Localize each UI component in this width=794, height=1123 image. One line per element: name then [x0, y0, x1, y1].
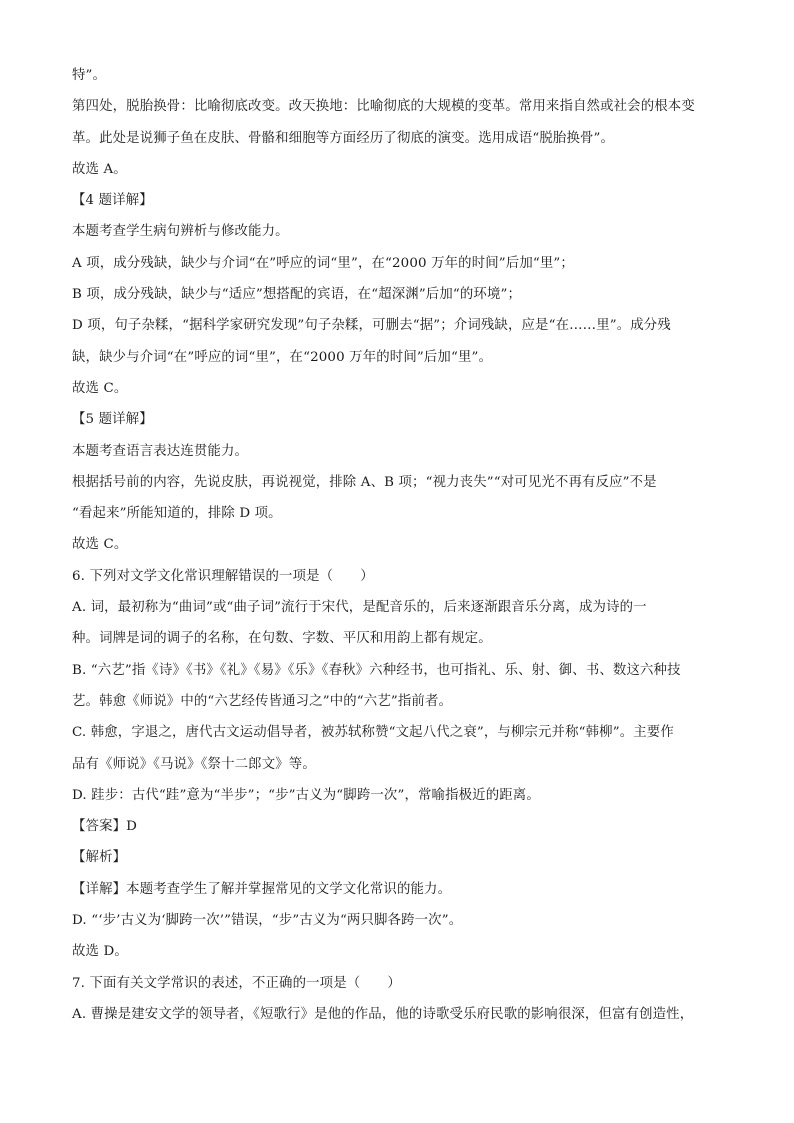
question-stem: 6. 下列对文学文化常识理解错误的一项是（ ）	[72, 568, 374, 584]
text-line: 特”。	[72, 68, 107, 83]
text-line: A 项，成分残缺，缺少与介词“在”呼应的词“里”，在“2000 万年的时间”后加“里”；	[72, 255, 574, 271]
text-line: D. “‘步’古义为‘脚跨一次’”错误，“步”古义为“两只脚各跨一次”。	[72, 913, 463, 929]
option-text: D. 跬步：古代“跬”意为“半步”；“步”古义为“脚跨一次”，常喻指极近的距离。	[72, 787, 540, 803]
option-text: B. “六艺”指《诗》《书》《礼》《易》《乐》《春秋》六种经书，也可指礼、乐、射、御、书、数这六种技	[72, 662, 681, 678]
text-line: “看起来”所能知道的，排除 D 项。	[72, 506, 282, 522]
text-line: 本题考查学生病句辨析与修改能力。	[72, 224, 289, 240]
text-line: 故选 D。	[72, 944, 128, 960]
question-stem: 7. 下面有关文学常识的表述，不正确的一项是（ ）	[72, 975, 401, 991]
text-line: D 项，句子杂糅，“据科学家研究发现”句子杂糅，可删去“据”；介词残缺，应是“在……里”。成分残	[72, 318, 671, 334]
text-line: 【详解】本题考查学生了解并掌握常见的文学文化常识的能力。	[72, 881, 452, 897]
option-text: 艺。韩愈《师说》中的“六艺经传皆通习之”中的“六艺”指前者。	[72, 693, 453, 709]
section-heading: 【4 题详解】	[72, 193, 153, 209]
text-line: 本题考查语言表达连贯能力。	[72, 443, 249, 459]
option-text: C. 韩愈，字退之，唐代古文运动倡导者，被苏轼称赞“文起八代之衰”，与柳宗元并称“韩柳”。主要作	[72, 725, 674, 741]
option-text: A. 曹操是建安文学的领导者，《短歌行》是他的作品，他的诗歌受乐府民歌的影响很深，但富有创造性，	[72, 1006, 694, 1022]
text-line: 故选 C。	[72, 380, 128, 396]
option-text: 种。词牌是词的调子的名称，在句数、字数、平仄和用韵上都有规定。	[72, 631, 492, 647]
text-line: 故选 A。	[72, 161, 127, 177]
answer-label: 【答案】D	[72, 819, 138, 835]
option-text: A. 词，最初称为“曲词”或“曲子词”流行于宋代，是配音乐的，后来逐渐跟音乐分离，成为诗的一	[72, 600, 647, 616]
document-page	[72, 60, 722, 1030]
text-line: 缺，缺少与介词“在”呼应的词“里”，在“2000 万年的时间”后加“里”。	[72, 349, 493, 365]
analysis-label: 【解析】	[72, 850, 127, 866]
text-line: 根据括号前的内容，先说皮肤，再说视觉，排除 A、B 项；“视力丧失”“对可见光不再有反应”不是	[72, 474, 657, 490]
text-line: 革。此处是说狮子鱼在皮肤、骨骼和细胞等方面经历了彻底的演变。选用成语“脱胎换骨”。	[72, 130, 615, 146]
option-text: 品有《师说》《马说》《祭十二郎文》等。	[72, 756, 316, 772]
text-line: 第四处，脱胎换骨：比喻彻底改变。改天换地：比喻彻底的大规模的变革。常用来指自然或社会的根本变	[72, 99, 695, 115]
section-heading: 【5 题详解】	[72, 412, 153, 428]
text-line: B 项，成分残缺，缺少与“适应”想搭配的宾语，在“超深渊”后加“的环境”；	[72, 287, 522, 303]
text-line: 故选 C。	[72, 537, 128, 553]
